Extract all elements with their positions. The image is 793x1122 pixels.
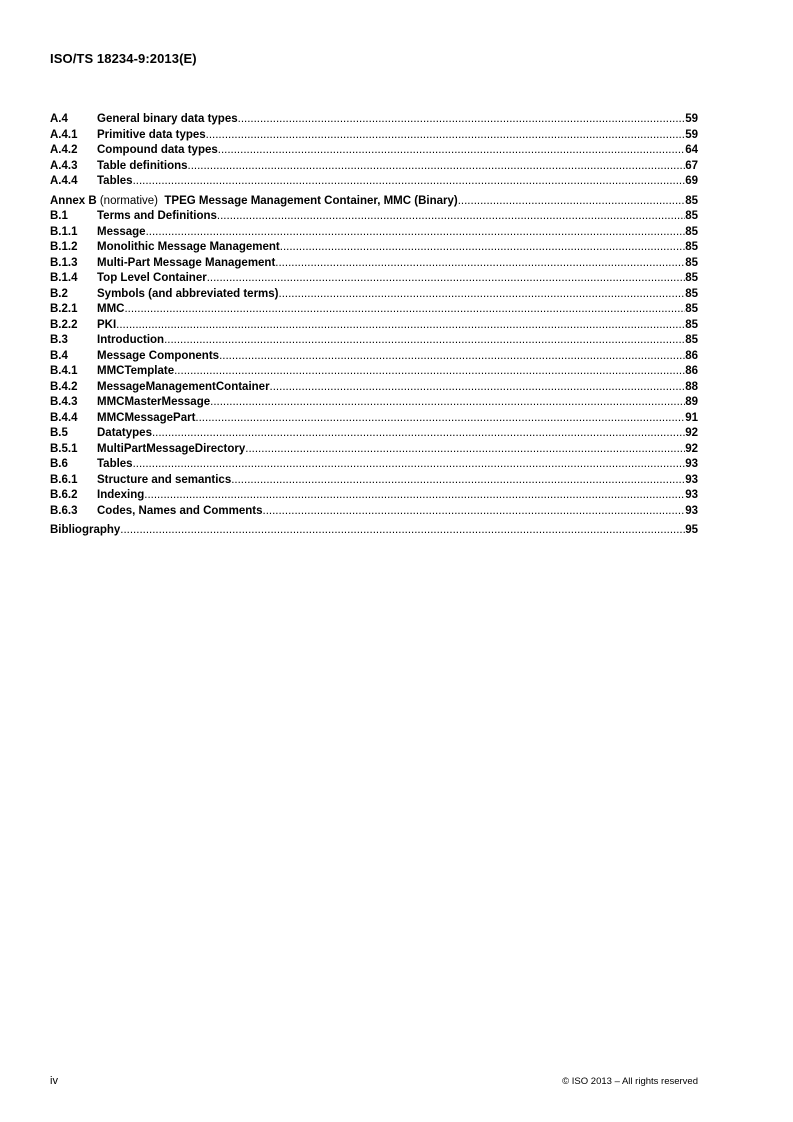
toc-page: 59 — [685, 128, 698, 141]
toc-number: B.3 — [50, 334, 68, 346]
toc-leader — [245, 442, 685, 458]
toc-page: 85 — [685, 303, 698, 315]
toc-entry-bibliography[interactable] — [50, 523, 698, 539]
toc-entry-b1-3[interactable] — [50, 256, 698, 272]
toc-entry-a4-2[interactable] — [50, 143, 698, 159]
toc-title: Top Level Container — [97, 272, 207, 284]
toc-page: 92 — [685, 427, 698, 439]
copyright-notice: © ISO 2013 – All rights reserved — [562, 1076, 698, 1087]
toc-entry-b5-1[interactable] — [50, 442, 698, 458]
toc-number: B.6.1 — [50, 473, 78, 486]
toc-leader — [218, 143, 685, 159]
toc-number: B.4 — [50, 349, 68, 362]
toc-leader — [188, 159, 686, 175]
toc-title: Compound data types — [97, 144, 218, 156]
toc-entry-a4-4[interactable] — [50, 174, 698, 190]
toc-entry-a4[interactable] — [50, 112, 698, 128]
toc-page: 59 — [685, 113, 698, 125]
toc-number: B.6 — [50, 458, 68, 470]
toc-title: TPEG Message Management Container, MMC (Binary) — [164, 194, 458, 207]
toc-entry-b4-2[interactable] — [50, 380, 698, 396]
toc-leader — [207, 271, 686, 287]
toc-title: MessageManagementContainer — [97, 380, 270, 393]
toc-title: Terms and Definitions — [97, 210, 217, 222]
toc-page: 88 — [685, 380, 698, 393]
toc-number: B.2.1 — [50, 303, 78, 315]
toc-number: B.4.3 — [50, 396, 78, 408]
toc-title: Indexing — [97, 489, 145, 501]
toc-title: MMCMasterMessage — [97, 396, 211, 408]
toc-number: B.1.2 — [50, 241, 78, 253]
toc-leader — [219, 349, 685, 365]
toc-title: PKI — [97, 318, 117, 331]
toc-page: 85 — [685, 256, 698, 269]
toc-number: A.4.4 — [50, 175, 78, 187]
toc-leader — [144, 488, 685, 504]
toc-page: 85 — [685, 194, 698, 207]
toc-title: MMC — [97, 303, 125, 315]
toc-title: Bibliography — [50, 524, 121, 536]
toc-page: 85 — [685, 334, 698, 346]
toc-page: 92 — [685, 442, 698, 455]
toc-page: 86 — [685, 365, 698, 377]
toc-page: 85 — [685, 272, 698, 284]
toc-entry-b6-3[interactable] — [50, 504, 698, 520]
toc-entry-b4-3[interactable] — [50, 395, 698, 411]
toc-entry-b4[interactable] — [50, 349, 698, 365]
toc-leader — [270, 380, 686, 396]
toc-leader — [146, 225, 686, 241]
toc-leader — [116, 318, 685, 334]
toc-page: 85 — [685, 210, 698, 222]
toc-annex-note: (normative) — [96, 194, 165, 207]
toc-number: B.1 — [50, 210, 68, 222]
toc-title: Tables — [97, 458, 133, 470]
document-identifier: ISO/TS 18234-9:2013(E) — [50, 51, 197, 66]
toc-leader — [152, 426, 685, 442]
toc-title: Primitive data types — [97, 128, 206, 141]
toc-title: Tables — [97, 175, 133, 187]
toc-leader — [231, 473, 685, 489]
toc-title: MultiPartMessageDirectory — [97, 442, 246, 455]
toc-page: 89 — [685, 396, 698, 408]
toc-entry-b3[interactable] — [50, 333, 698, 349]
toc-page: 85 — [685, 287, 698, 300]
toc-title: Message — [97, 225, 146, 238]
toc-title: Datatypes — [97, 427, 152, 439]
toc-entry-b1[interactable] — [50, 209, 698, 225]
toc-number: B.1.4 — [50, 272, 78, 284]
toc-entry-b2-2[interactable] — [50, 318, 698, 334]
toc-number: B.2.2 — [50, 318, 78, 331]
toc-title: Monolithic Message Management — [97, 241, 280, 253]
toc-title: Message Components — [97, 349, 220, 362]
toc-leader — [133, 174, 686, 190]
toc-leader — [133, 457, 686, 473]
toc-leader — [206, 128, 686, 144]
toc-title: Multi-Part Message Management — [97, 256, 276, 269]
toc-leader — [174, 364, 685, 380]
toc-page: 69 — [685, 175, 698, 187]
toc-page: 95 — [685, 524, 698, 536]
toc-leader — [238, 112, 686, 128]
toc-page: 91 — [685, 411, 698, 424]
page-number: iv — [50, 1075, 58, 1087]
toc-number: B.4.2 — [50, 380, 78, 393]
toc-leader — [279, 287, 686, 303]
toc-page: 93 — [685, 473, 698, 486]
toc-number: B.1.1 — [50, 225, 78, 238]
toc-entry-b4-4[interactable] — [50, 411, 698, 427]
toc-entry-b6[interactable] — [50, 457, 698, 473]
toc-number: A.4.3 — [50, 159, 78, 172]
toc-number: B.4.1 — [50, 365, 78, 377]
toc-page: 85 — [685, 318, 698, 331]
toc-leader — [120, 523, 685, 539]
toc-entry-b4-1[interactable] — [50, 364, 698, 380]
toc-number: B.2 — [50, 287, 68, 300]
toc-number: A.4.2 — [50, 144, 78, 156]
toc-title: MMCMessagePart — [97, 411, 196, 424]
toc-leader — [210, 395, 685, 411]
toc-page: 85 — [685, 225, 698, 238]
toc-title: Symbols (and abbreviated terms) — [97, 287, 279, 300]
toc-number: A.4.1 — [50, 128, 78, 141]
toc-number: B.6.2 — [50, 489, 78, 501]
toc-entry-b1-2[interactable] — [50, 240, 698, 256]
toc-annex-prefix: Annex B — [50, 194, 97, 207]
toc-leader — [217, 209, 685, 225]
table-of-contents — [50, 112, 698, 539]
toc-page: 86 — [685, 349, 698, 362]
toc-number: B.6.3 — [50, 504, 78, 517]
toc-entry-b6-2[interactable] — [50, 488, 698, 504]
toc-page: 93 — [685, 489, 698, 501]
toc-number: B.5.1 — [50, 442, 78, 455]
toc-title: Codes, Names and Comments — [97, 504, 263, 517]
toc-page: 93 — [685, 504, 698, 517]
toc-entry-b1-1[interactable] — [50, 225, 698, 241]
toc-page: 64 — [685, 144, 698, 156]
toc-entry-b2-1[interactable] — [50, 302, 698, 318]
toc-title: Introduction — [97, 334, 165, 346]
toc-page: 67 — [685, 159, 698, 172]
toc-leader — [195, 411, 685, 427]
toc-entry-a4-3[interactable] — [50, 159, 698, 175]
toc-title: Table definitions — [97, 159, 188, 172]
toc-number: B.4.4 — [50, 411, 78, 424]
toc-leader — [458, 194, 685, 210]
toc-leader — [164, 333, 685, 349]
toc-entry-b6-1[interactable] — [50, 473, 698, 489]
toc-page: 93 — [685, 458, 698, 470]
toc-entry-b2[interactable] — [50, 287, 698, 303]
toc-page: 85 — [685, 241, 698, 253]
toc-leader — [275, 256, 685, 272]
toc-leader — [280, 240, 685, 256]
toc-number: B.1.3 — [50, 256, 78, 269]
toc-number: B.5 — [50, 427, 68, 439]
toc-entry-a4-1[interactable] — [50, 128, 698, 144]
toc-entry-b5[interactable] — [50, 426, 698, 442]
toc-title: MMCTemplate — [97, 365, 175, 377]
toc-title: General binary data types — [97, 113, 238, 125]
toc-title: Structure and semantics — [97, 473, 232, 486]
toc-entry-annex-b[interactable] — [50, 194, 698, 210]
toc-entry-b1-4[interactable] — [50, 271, 698, 287]
toc-leader — [263, 504, 686, 520]
toc-leader — [124, 302, 685, 318]
toc-number: A.4 — [50, 113, 68, 125]
